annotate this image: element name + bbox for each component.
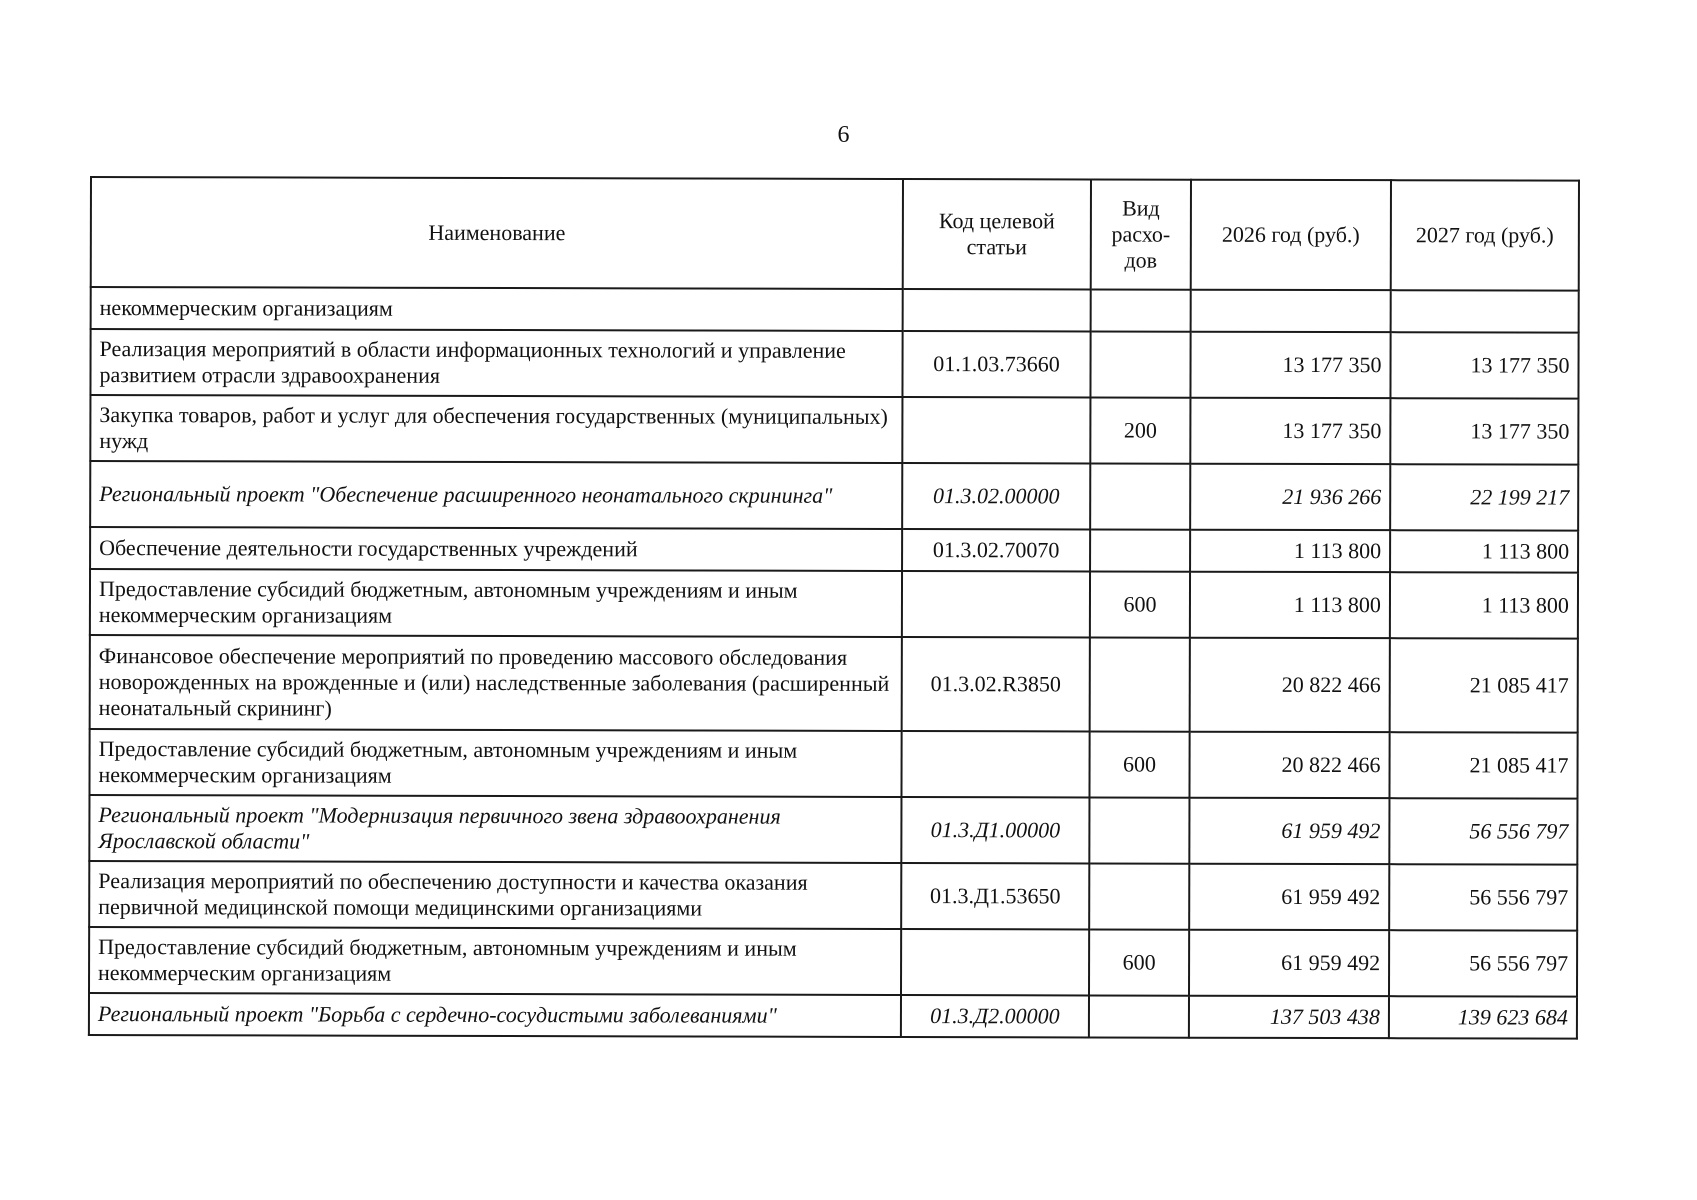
row-expense-type-cell <box>1090 331 1190 397</box>
row-2026-amount-cell: 61 959 492 <box>1189 864 1389 930</box>
row-name-cell: Обеспечение деятельности государственных учреждений <box>90 527 902 571</box>
table-row <box>90 635 1578 733</box>
row-name-cell: Предоставление субсидий бюджетным, автономным учреждениям и иным некоммерческим организациям <box>89 927 901 995</box>
row-2026-amount-cell: 21 936 266 <box>1190 464 1390 530</box>
row-code-cell <box>902 571 1090 637</box>
row-2027-amount-cell: 13 177 350 <box>1390 398 1578 464</box>
row-name-cell: Реализация мероприятий в области информационных технологий и управление развитием отрасли здравоохранения <box>90 329 902 397</box>
row-code-cell <box>902 397 1090 463</box>
row-code-cell: 01.3.Д1.53650 <box>901 863 1089 929</box>
table-row <box>90 461 1578 531</box>
row-name-cell: Реализация мероприятий по обеспечению доступности и качества оказания первичной медицинской помощи медицинскими организациями <box>89 861 901 929</box>
row-code-cell <box>901 731 1089 797</box>
row-expense-type-cell: 600 <box>1089 731 1189 797</box>
header-2027: 2027 год (руб.) <box>1391 180 1579 290</box>
header-code: Код целевой статьи <box>903 179 1091 289</box>
row-expense-type-cell <box>1089 797 1189 863</box>
row-code-cell: 01.3.02.R3850 <box>902 637 1090 731</box>
row-name-cell: Региональный проект "Модернизация первичного звена здравоохранения Ярославской области" <box>89 795 901 863</box>
table-row <box>90 527 1578 573</box>
row-2026-amount-cell: 13 177 350 <box>1190 398 1390 464</box>
row-2027-amount-cell: 56 556 797 <box>1389 798 1577 864</box>
row-2027-amount-cell: 56 556 797 <box>1389 864 1577 930</box>
table-header <box>91 177 1579 291</box>
table-row <box>89 861 1577 931</box>
row-expense-type-cell <box>1090 529 1190 571</box>
row-expense-type-cell <box>1089 863 1189 929</box>
budget-table <box>88 176 1580 1040</box>
row-2027-amount-cell: 21 085 417 <box>1389 732 1577 798</box>
row-code-cell: 01.3.Д1.00000 <box>901 797 1089 863</box>
row-2026-amount-cell: 20 822 466 <box>1189 732 1389 798</box>
row-2026-amount-cell: 20 822 466 <box>1190 638 1390 732</box>
table-row <box>90 569 1578 639</box>
row-expense-type-cell: 600 <box>1089 929 1189 995</box>
row-code-cell: 01.1.03.73660 <box>902 331 1090 397</box>
row-2026-amount-cell: 1 113 800 <box>1190 572 1390 638</box>
row-2026-amount-cell: 61 959 492 <box>1189 930 1389 996</box>
table-row <box>89 795 1577 865</box>
table-row <box>91 287 1579 333</box>
table-row <box>90 329 1578 399</box>
row-name-cell: Региональный проект "Борьба с сердечно-сосудистыми заболеваниями" <box>89 993 901 1037</box>
row-name-cell: Закупка товаров, работ и услуг для обеспечения государственных (муниципальных) нужд <box>90 395 902 463</box>
row-2027-amount-cell: 21 085 417 <box>1390 638 1578 732</box>
header-expense-type: Вид расхо-дов <box>1091 179 1191 289</box>
page-number: 6 <box>837 122 850 148</box>
row-2026-amount-cell: 137 503 438 <box>1189 996 1389 1038</box>
row-2027-amount-cell <box>1391 290 1579 332</box>
row-code-cell <box>901 929 1089 995</box>
row-name-cell: Региональный проект "Обеспечение расширенного неонатального скрининга" <box>90 461 902 529</box>
row-2026-amount-cell: 61 959 492 <box>1189 798 1389 864</box>
row-code-cell: 01.3.Д2.00000 <box>901 995 1089 1037</box>
row-name-cell: Финансовое обеспечение мероприятий по проведению массового обследования новорожденных на врожденные и (или) наследственные заболевания (расширенный неонатальный скрининг) <box>90 635 902 731</box>
row-name-cell: Предоставление субсидий бюджетным, автономным учреждениям и иным некоммерческим организациям <box>89 729 901 797</box>
row-code-cell: 01.3.02.70070 <box>902 529 1090 571</box>
row-code-cell <box>903 289 1091 331</box>
row-2027-amount-cell: 56 556 797 <box>1389 930 1577 996</box>
row-code-cell: 01.3.02.00000 <box>902 463 1090 529</box>
row-2027-amount-cell: 1 113 800 <box>1390 572 1578 638</box>
row-expense-type-cell <box>1090 463 1190 529</box>
header-2026: 2026 год (руб.) <box>1191 180 1391 290</box>
table-row <box>89 729 1577 799</box>
row-name-cell: некоммерческим организациям <box>91 287 903 331</box>
table-row <box>90 395 1578 465</box>
header-name: Наименование <box>91 177 903 289</box>
row-name-cell: Предоставление субсидий бюджетным, автономным учреждениям и иным некоммерческим организациям <box>90 569 902 637</box>
table-row <box>89 993 1577 1039</box>
row-expense-type-cell <box>1091 289 1191 331</box>
row-2027-amount-cell: 13 177 350 <box>1390 332 1578 398</box>
row-2026-amount-cell <box>1191 290 1391 332</box>
row-2027-amount-cell: 139 623 684 <box>1389 996 1577 1038</box>
row-expense-type-cell: 200 <box>1090 397 1190 463</box>
row-2027-amount-cell: 22 199 217 <box>1390 464 1578 530</box>
header-row <box>91 177 1579 291</box>
row-2026-amount-cell: 1 113 800 <box>1190 530 1390 572</box>
row-expense-type-cell <box>1090 637 1190 731</box>
row-expense-type-cell: 600 <box>1090 571 1190 637</box>
table-row <box>89 927 1577 997</box>
row-expense-type-cell <box>1089 995 1189 1037</box>
table-body <box>89 287 1579 1039</box>
row-2027-amount-cell: 1 113 800 <box>1390 530 1578 572</box>
row-2026-amount-cell: 13 177 350 <box>1190 332 1390 398</box>
